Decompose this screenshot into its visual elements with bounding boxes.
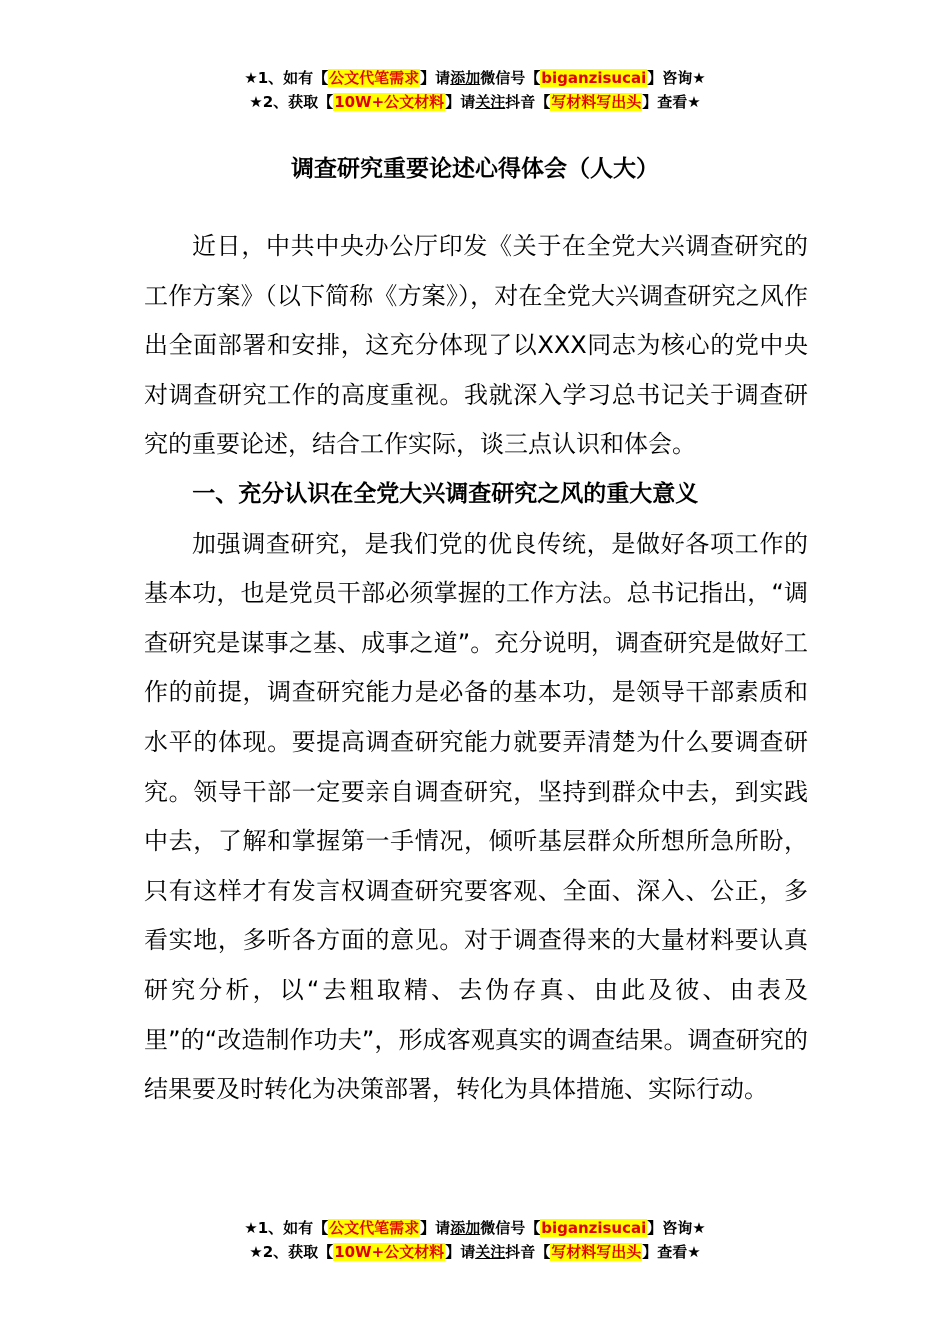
promo-text: ★2、获取【	[249, 93, 334, 111]
promo-text: ★1、如有【	[244, 69, 329, 87]
document-body	[144, 222, 808, 1115]
promo-highlight: 10W+公文材料	[334, 93, 445, 111]
footer-promo-banner	[0, 1216, 950, 1264]
promo-text: 】查看★	[642, 93, 701, 111]
promo-text: 】请	[420, 69, 451, 87]
promo-text: 】请	[445, 93, 476, 111]
promo-highlight: 写材料写出头	[551, 93, 642, 111]
promo-highlight: biganzisucai	[541, 69, 647, 87]
promo-text: ★1、如有【	[244, 1219, 329, 1237]
promo-line-1	[0, 1216, 950, 1240]
promo-text: 】请	[445, 1243, 476, 1261]
promo-highlight: 公文代笔需求	[329, 1219, 420, 1237]
promo-underline: 关注	[475, 93, 506, 111]
promo-underline: 添加	[450, 69, 481, 87]
promo-highlight: biganzisucai	[541, 1219, 647, 1237]
promo-text: 】查看★	[642, 1243, 701, 1261]
promo-text: 微信号【	[480, 69, 541, 87]
paragraph-section-1: 加强调查研究，是我们党的优良传统，是做好各项工作的基本功，也是党员干部必须掌握的工作方法。总书记指出，“调查研究是谋事之基、成事之道”。充分说明，调查研究是做好工作的前提，调查研究能力是必备的基本功，是领导干部素质和水平的体现。要提高调查研究能力就要弄清楚为什么要调查研究。领导干部一定要亲自调查研究，坚持到群众中去，到实践中去，了解和掌握第一手情况，倾听基层群众所想所急所盼，只有这样才有发言权调查研究要客观、全面、深入、公正，多看实地，多听各方面的意见。对于调查得来的大量材料要认真研究分析，以“去粗取精、去伪存真、由此及彼、由表及里”的“改造制作功夫”，形成客观真实的调查结果。调查研究的结果要及时转化为决策部署，转化为具体措施、实际行动。	[144, 529, 808, 1104]
promo-underline: 添加	[450, 1219, 481, 1237]
section-heading-1: 一、充分认识在全党大兴调查研究之风的重大意义	[192, 480, 699, 507]
promo-text: 微信号【	[480, 1219, 541, 1237]
promo-highlight: 写材料写出头	[551, 1243, 642, 1261]
promo-line-1	[0, 66, 950, 90]
promo-highlight: 公文代笔需求	[329, 69, 420, 87]
document-title: 调查研究重要论述心得体会（人大）	[291, 156, 659, 182]
promo-line-2	[0, 90, 950, 114]
promo-text: 抖音【	[505, 93, 551, 111]
promo-line-2	[0, 1240, 950, 1264]
promo-text: 】请	[420, 1219, 451, 1237]
promo-text: 】咨询★	[647, 69, 706, 87]
promo-underline: 关注	[475, 1243, 506, 1261]
header-promo-banner	[0, 66, 950, 114]
promo-highlight: 10W+公文材料	[334, 1243, 445, 1261]
paragraph-intro: 近日，中共中央办公厅印发《关于在全党大兴调查研究的工作方案》（以下简称《方案》），对在全党大兴调查研究之风作出全面部署和安排，这充分体现了以XXX同志为核心的党中央对调查研究工作的高度重视。我就深入学习总书记关于调查研究的重要论述，结合工作实际，谈三点认识和体会。	[144, 232, 808, 459]
promo-text: 抖音【	[505, 1243, 551, 1261]
promo-text: 】咨询★	[647, 1219, 706, 1237]
promo-text: ★2、获取【	[249, 1243, 334, 1261]
